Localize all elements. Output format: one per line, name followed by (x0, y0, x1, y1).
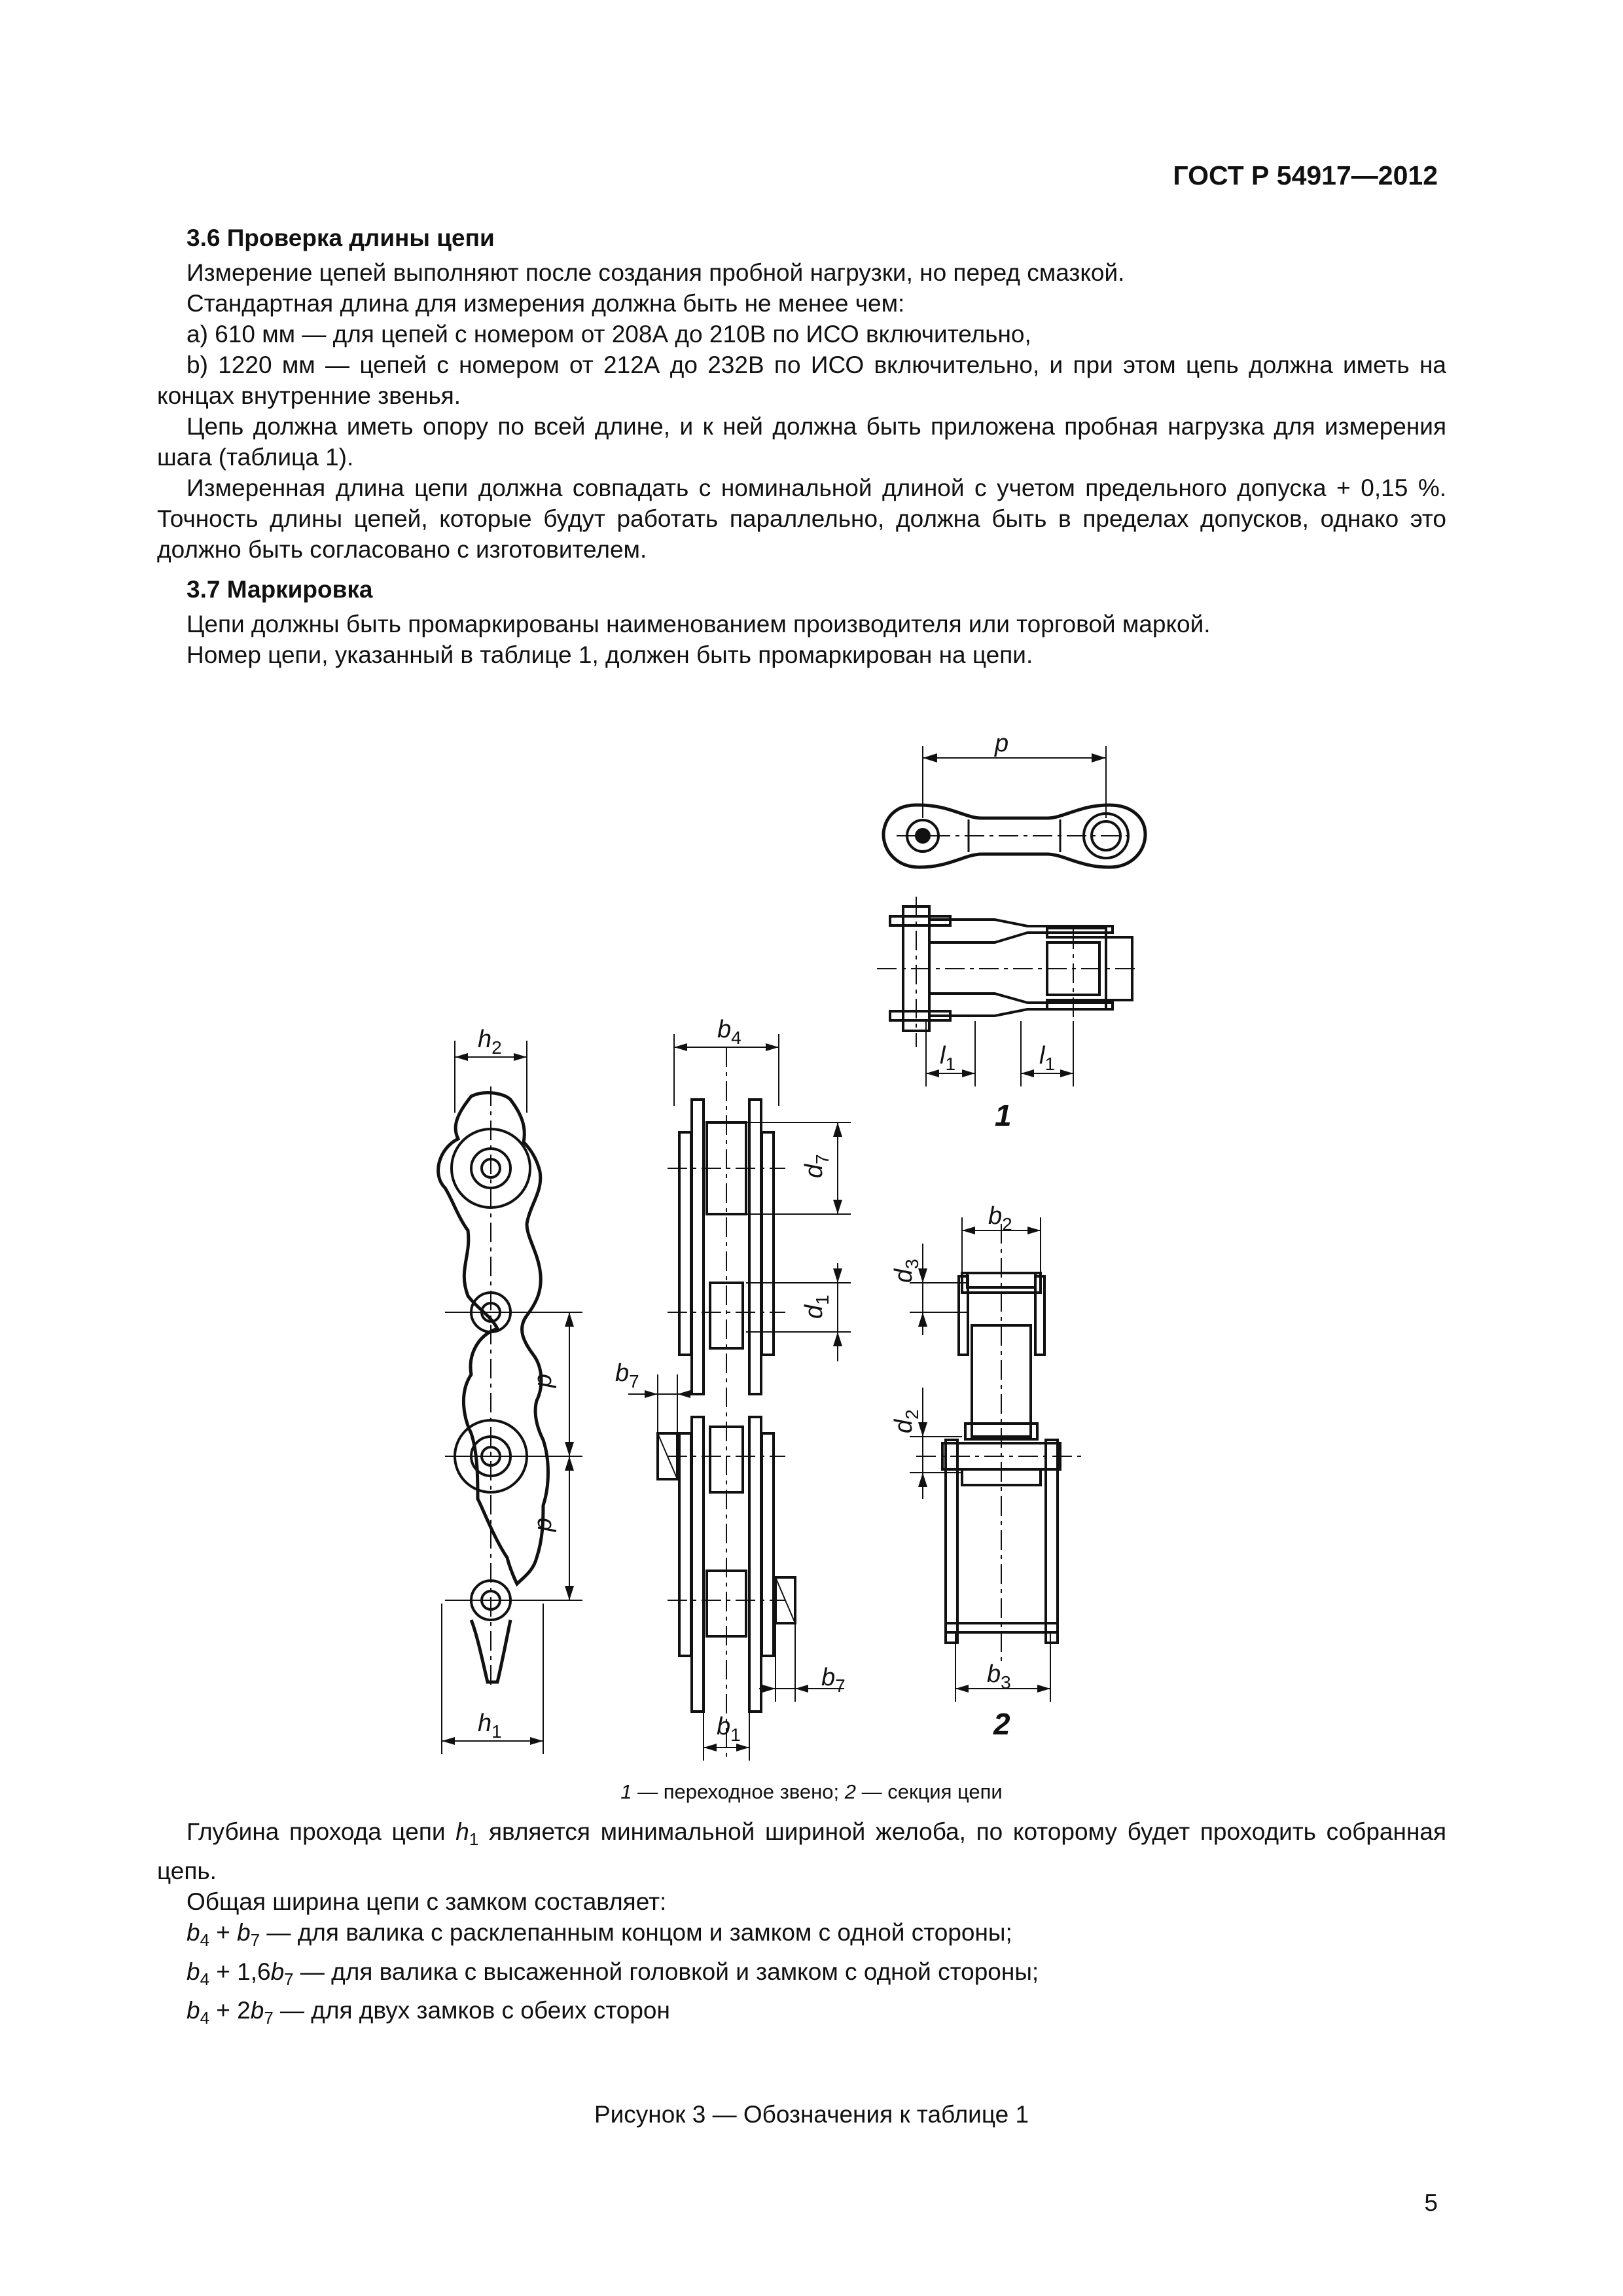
label-l1: $l_1$ (940, 1042, 956, 1074)
legend-num-1: 1 (620, 1780, 632, 1803)
standard-header: ГОСТ Р 54917—2012 (1173, 160, 1438, 190)
section-heading: 3.6 Проверка длины цепи (187, 224, 495, 251)
total-width-intro: Общая ширина цепи с замком составляет: (187, 1888, 667, 1915)
list-item: а) 610 мм — для цепей с номером от 208А до 210В по ИСО включительно, (187, 321, 1031, 348)
legend-text-2: — секция цепи (855, 1780, 1003, 1803)
chain-section-view (910, 1217, 1086, 1702)
view-number-1: 1 (995, 1098, 1012, 1132)
page-number: 5 (1424, 2189, 1438, 2216)
label-d3: $d_3$ (890, 1259, 922, 1283)
label-p: p (995, 730, 1009, 757)
paragraph: Номер цепи, указанный в таблице 1, должен быть промаркирован на цепи. (187, 641, 1033, 668)
figure-notes (157, 1816, 1446, 2034)
label-h2: $h_2$ (478, 1026, 502, 1058)
paragraph: Стандартная длина для измерения должна быть не менее чем: (187, 290, 905, 317)
label-d2: $d_2$ (890, 1409, 922, 1433)
section-3-6 (157, 223, 1446, 670)
label-l1-b: $l_1$ (1039, 1042, 1056, 1074)
legend-num-2: 2 (844, 1780, 856, 1803)
paragraph: Измерение цепей выполняют после создания пробной нагрузки, но перед смазкой. (187, 259, 1125, 286)
section-heading: 3.7 Маркировка (187, 576, 373, 603)
label-b2: $b_2$ (988, 1202, 1012, 1234)
label-p-upper: p (529, 1373, 557, 1388)
chain-drawing (0, 720, 1623, 1767)
label-b7-upper: $b_7$ (615, 1359, 639, 1391)
label-b7-lower: $b_7$ (821, 1664, 846, 1696)
paragraph: Цепи должны быть промаркированы наименованием производителя или торговой маркой. (187, 611, 1211, 637)
legend-text-1: — переходное звено; (632, 1780, 845, 1803)
chain-top-view (628, 1034, 851, 1761)
transition-link-side-view (877, 897, 1139, 1086)
label-d1: $d_1$ (800, 1295, 832, 1319)
list-item: b) 1220 мм — цепей с номером от 212А до 232В по ИСО включительно, и при этом цепь должна иметь на концах внутренние звенья. (157, 351, 1446, 409)
figure-legend (0, 1780, 1623, 1804)
label-b4: $b_4$ (717, 1016, 741, 1048)
depth-note: Глубина прохода цепи $h_1$ является минимальной шириной желоба, по которому будет проходить собранная цепь. (157, 1818, 1446, 1884)
chain-side-profile (438, 1041, 582, 1754)
view-number-2: 2 (993, 1707, 1010, 1741)
label-p-lower: p (529, 1517, 557, 1532)
formula-line: $b_4 + 2b_7$ — для двух замков с обеих сторон (187, 1997, 670, 2028)
label-b1: $b_1$ (717, 1713, 741, 1745)
label-d7: $d_7$ (800, 1154, 832, 1178)
label-h1: $h_1$ (478, 1710, 502, 1742)
label-b3: $b_3$ (987, 1660, 1011, 1693)
paragraph: Измеренная длина цепи должна совпадать с номинальной длиной с учетом предельного допуска + 0,15 %. Точность длины цепей, которые будут работать параллельно, должна быть в пределах допусков, однако это должно быть согласовано с изготовителем. (157, 475, 1446, 563)
figure-title: Рисунок 3 — Обозначения к таблице 1 (594, 2101, 1029, 2128)
formula-line: $b_4 + 1,6b_7$ — для валика с высаженной головкой и замком с одной стороны; (187, 1958, 1039, 1989)
transition-link-plan-view (883, 746, 1145, 867)
formula-line: $b_4 + b_7$ — для валика с расклепанным концом и замком с одной стороны; (187, 1918, 1012, 1950)
paragraph: Цепь должна иметь опору по всей длине, и к ней должна быть приложена пробная нагрузка для измерения шага (таблица 1). (157, 413, 1446, 471)
